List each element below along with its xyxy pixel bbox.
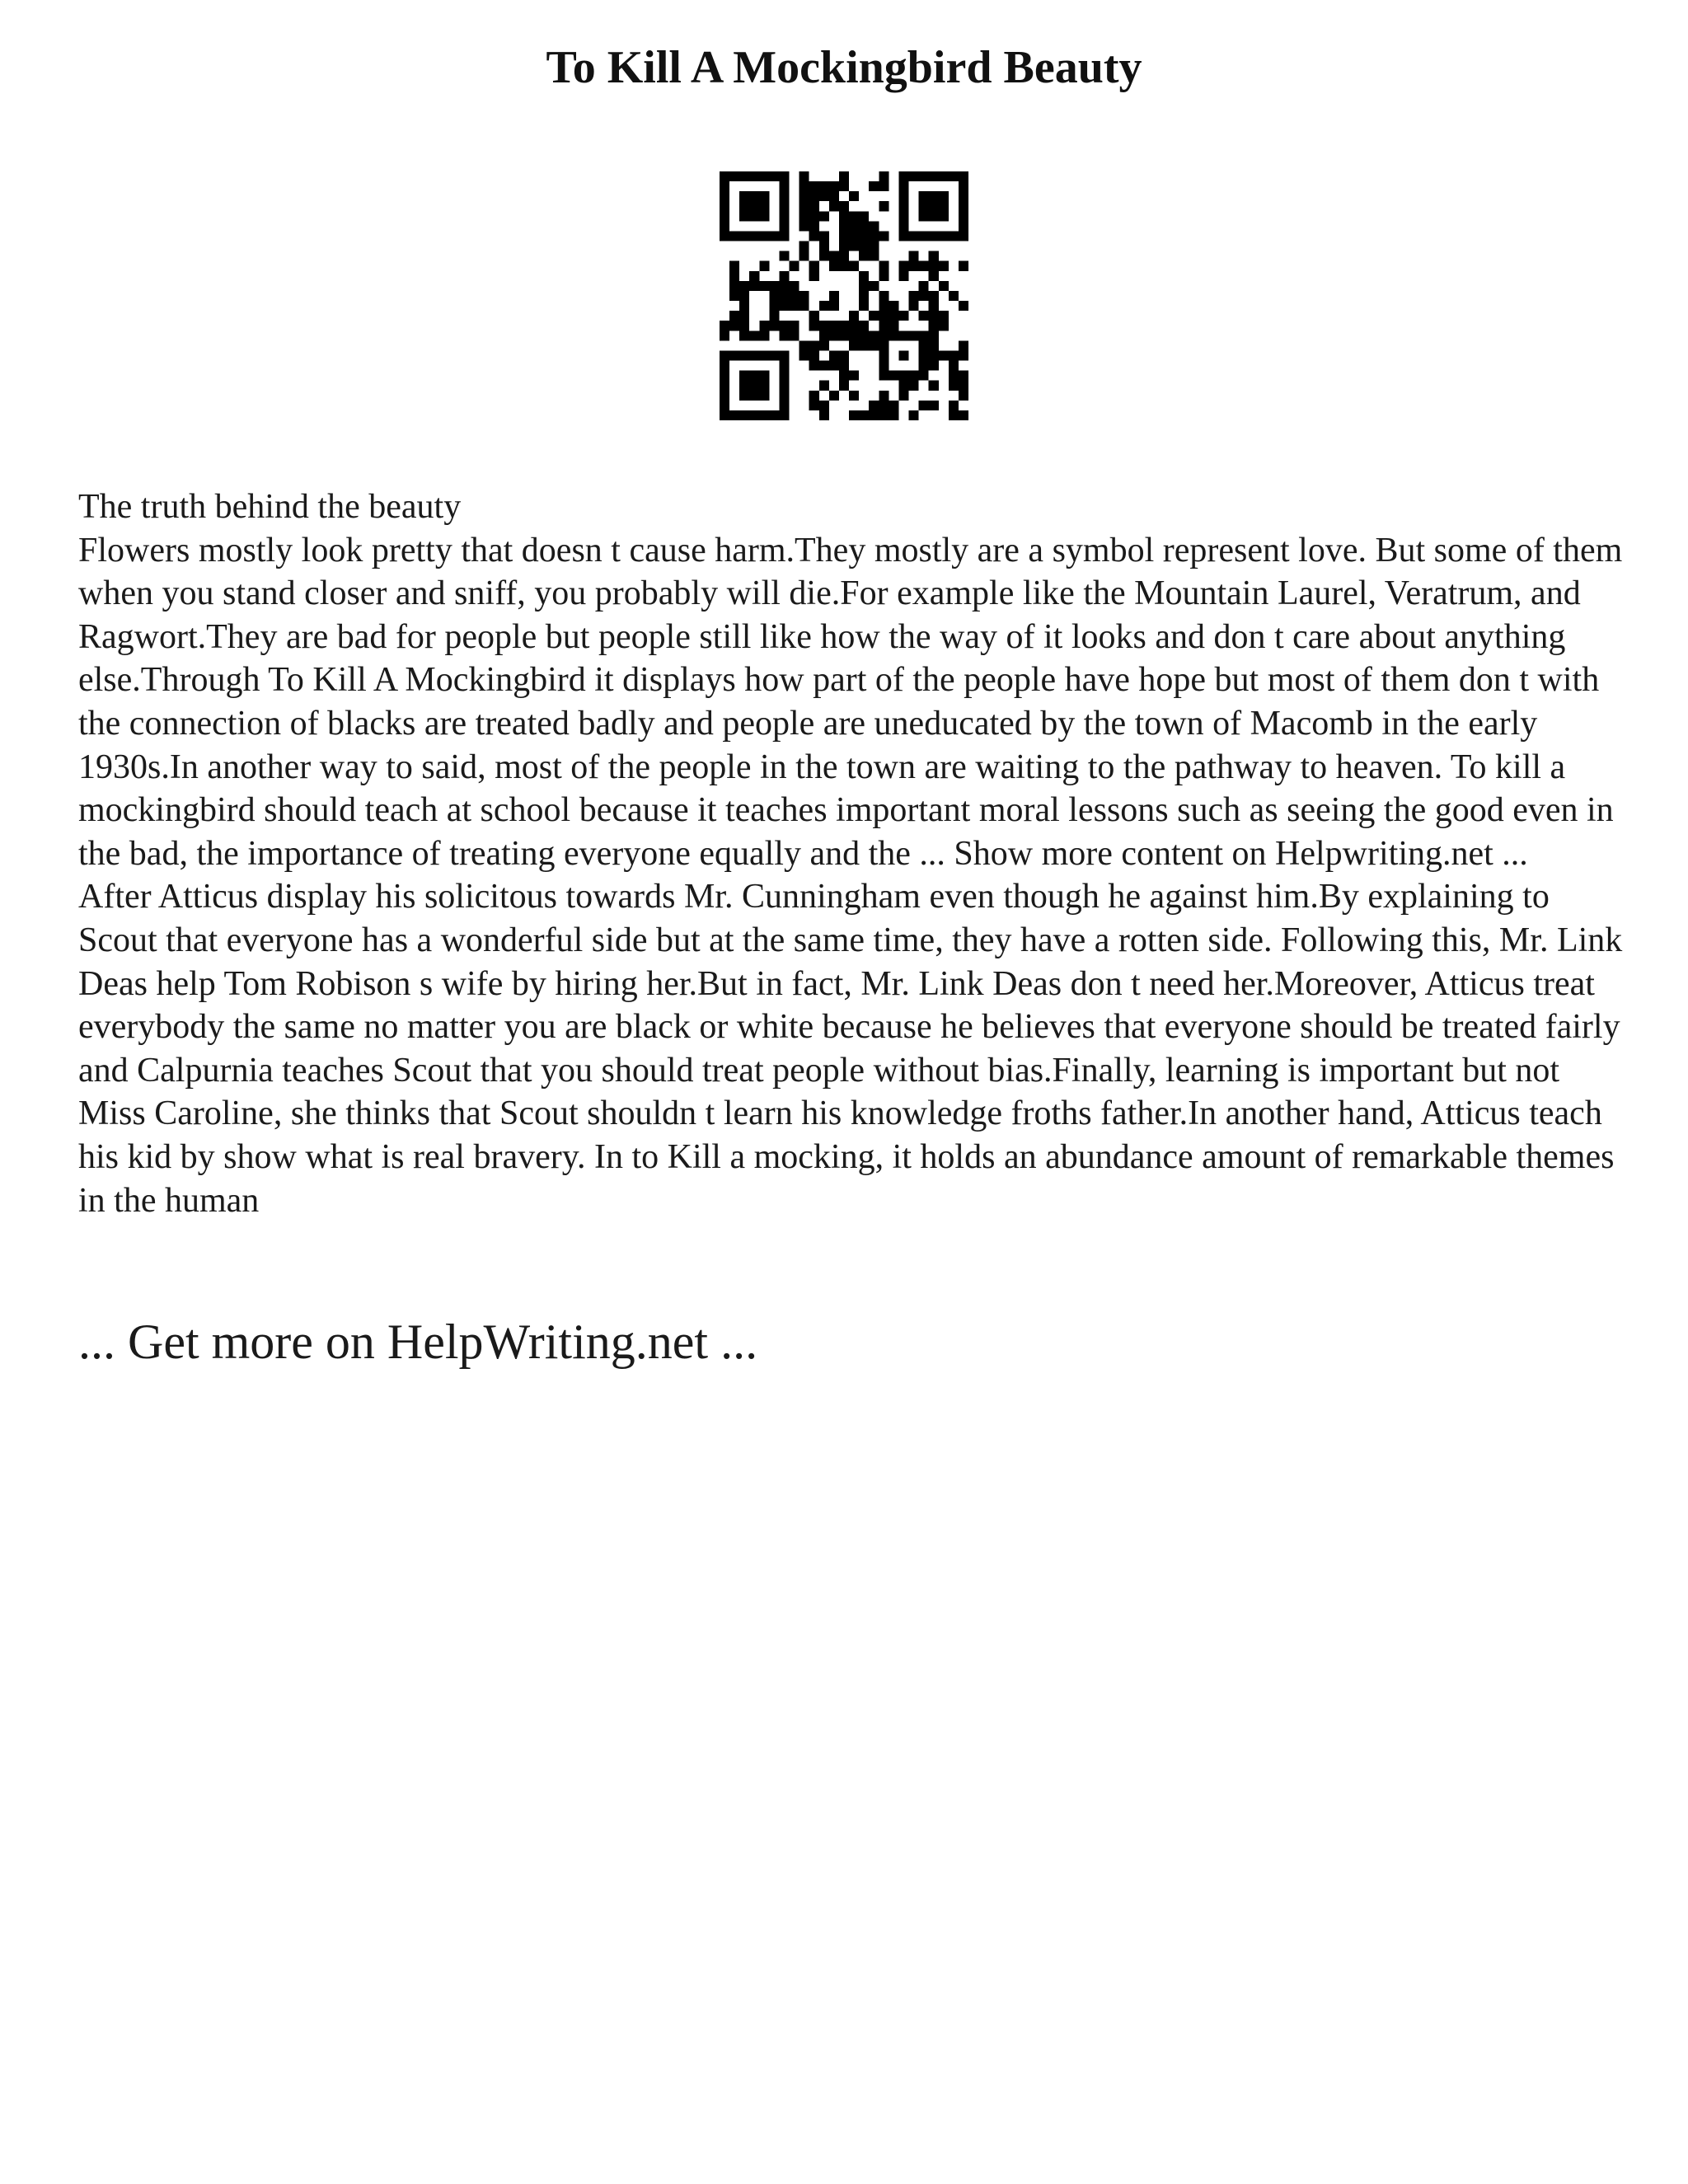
qr-code-icon: [720, 171, 968, 420]
body-paragraph: After Atticus display his solicitous towards Mr. Cunningham even though he against him.By explaining to Scout that everyone has a wonderful side but at the same time, they have a rotten side. Following this, Mr. Link Deas help Tom Robison s wife by hiring her.But in fact, Mr. Link Deas don t need her.Moreover, Atticus treat everybody the same no matter you are black or white because he believes that everyone should be treated fairly and Calpurnia teaches Scout that you should treat people without bias.Finally, learning is important but not Miss Caroline, she thinks that Scout shouldn t learn his knowledge froths father.In another hand, Atticus teach his kid by show what is real bravery. In to Kill a mocking, it holds an abundance amount of remarkable themes in the human: [78, 878, 1623, 1220]
qr-code-graphic: [720, 171, 968, 420]
body-paragraph: Flowers mostly look pretty that doesn t cause harm.They mostly are a symbol represent love. But some of them when you stand closer and sniff, you probably will die.For example like the Mountain Laurel, Veratrum, and Ragwort.They are bad for people but people still like how the way of it looks and don t care about anything else.Through To Kill A Mockingbird it displays how part of the people have hope but most of them don t with the connection of blacks are treated badly and people are uneducated by the town of Macomb in the early 1930s.In another way to said, most of the people in the town are waiting to the pathway to heaven. To kill a mockingbird should teach at school because it teaches important moral lessons such as seeing the good even in the bad, the importance of treating everyone equally and the ... Show more content on Helpwriting.net ...: [78, 531, 1623, 873]
body-paragraph-heading: The truth behind the beauty: [78, 488, 462, 526]
document-body: [78, 485, 1628, 1222]
get-more-link[interactable]: ... Get more on HelpWriting.net ...: [78, 1315, 758, 1369]
document-title: To Kill A Mockingbird Beauty: [546, 42, 1142, 93]
